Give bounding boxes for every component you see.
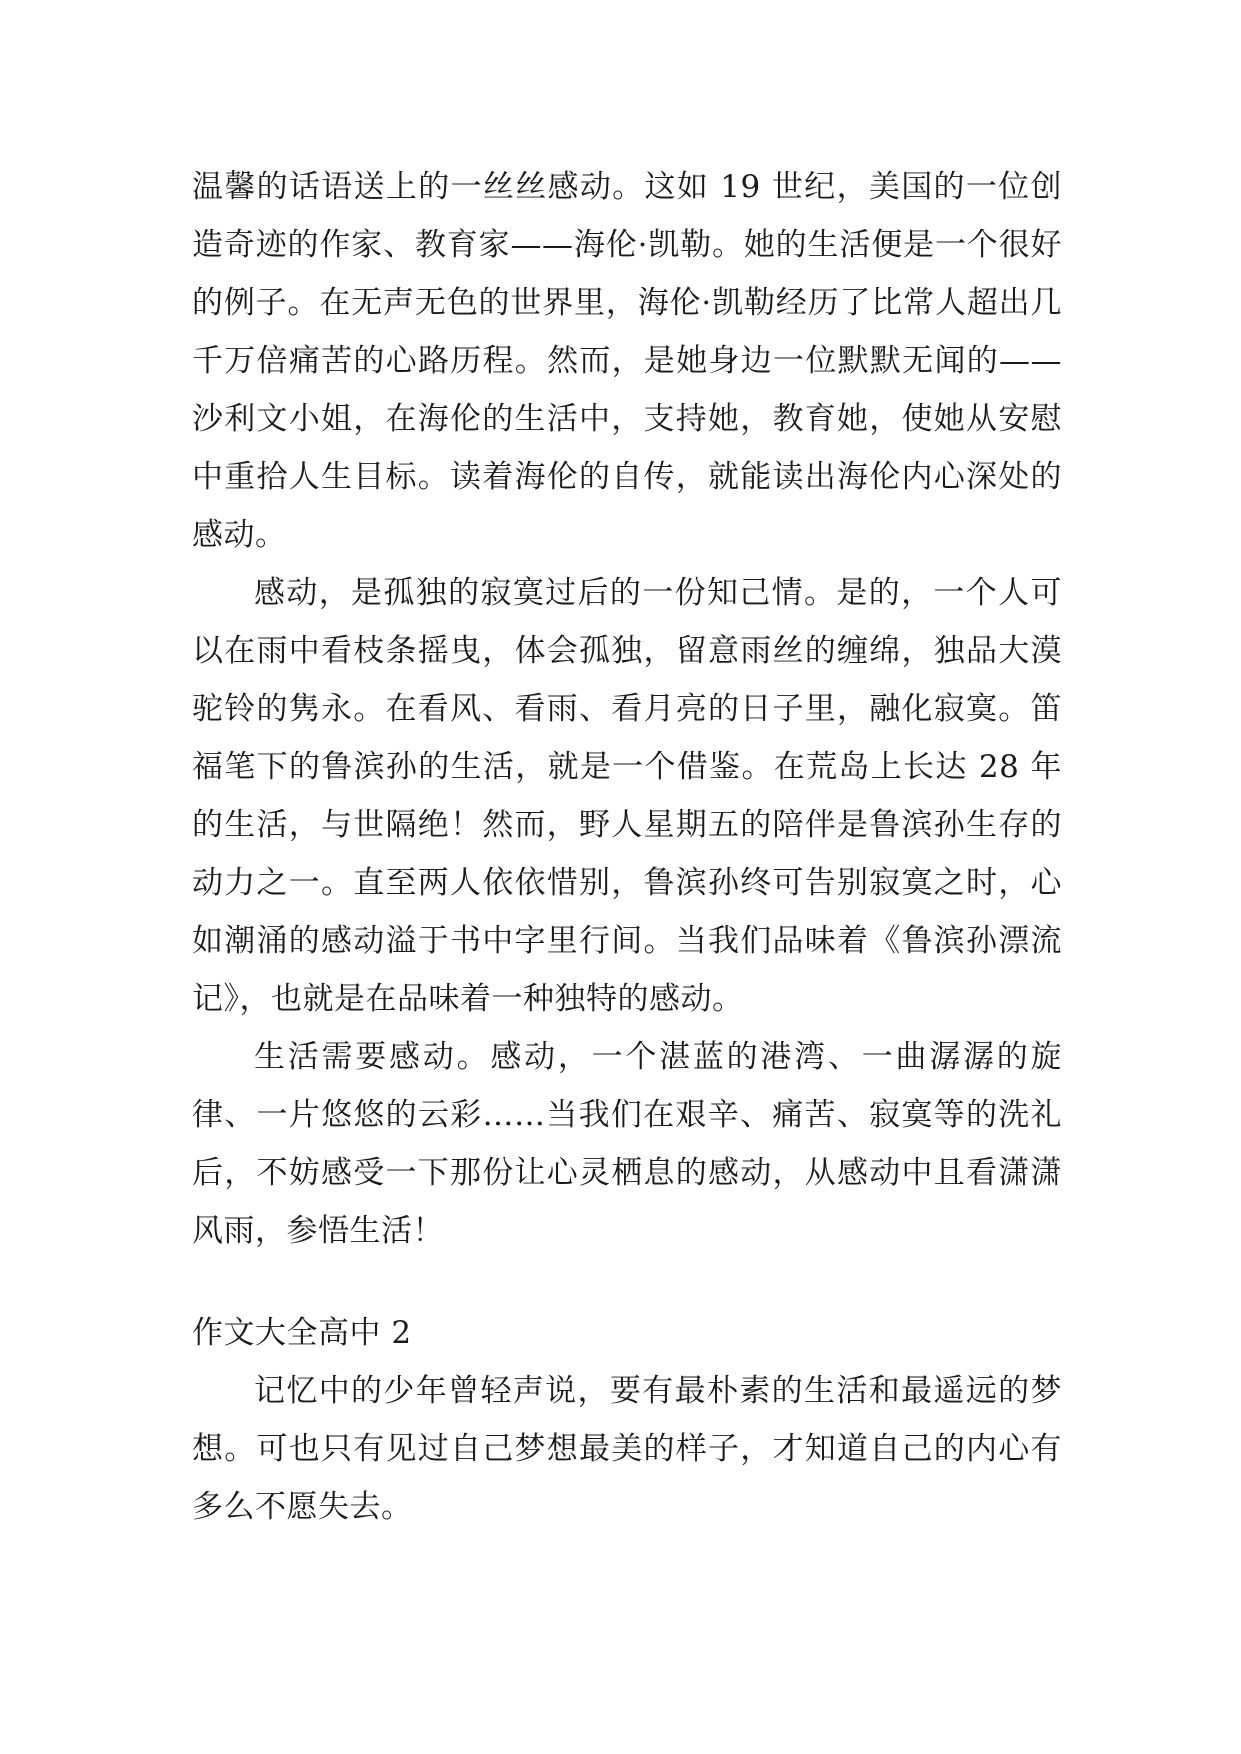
paragraph-helen-keller: 温馨的话语送上的一丝丝感动。这如 19 世纪，美国的一位创造奇迹的作家、教育家——海伦·凯勒。她的生活便是一个很好的例子。在无声无色的世界里，海伦·凯勒经历了比常人超出几千万倍痛苦的心路历程。然而，是她身边一位默默无闻的——沙利文小姐，在海伦的生活中，支持她，教育她，使她从安慰中重拾人生目标。读着海伦的自传，就能读出海伦内心深处的感动。 xyxy=(192,169,1062,553)
paragraph-life-needs-emotion: 生活需要感动。感动，一个湛蓝的港湾、一曲潺潺的旋律、一片悠悠的云彩……当我们在艰辛、痛苦、寂寞等的洗礼后，不妨感受一下那份让心灵栖息的感动，从感动中且看潇潇风雨，参悟生活！ xyxy=(192,1039,1062,1249)
paragraph-robinson-crusoe: 感动，是孤独的寂寞过后的一份知己情。是的，一个人可以在雨中看枝条摇曳，体会孤独，留意雨丝的缠绵，独品大漠驼铃的隽永。在看风、看雨、看月亮的日子里，融化寂寞。笛福笔下的鲁滨孙的生活，就是一个借鉴。在荒岛上长达 28 年的生活，与世隔绝！然而，野人星期五的陪伴是鲁滨孙生存的动力之一。直至两人依依惜别，鲁滨孙终可告别寂寞之时，心如潮涌的感动溢于书中字里行间。当我们品味着《鲁滨孙漂流记》，也就是在品味着一种独特的感动。 xyxy=(192,575,1062,1017)
section-title: 作文大全高中 2 xyxy=(192,1315,412,1351)
paragraph-youth-dream: 记忆中的少年曾轻声说，要有最朴素的生活和最遥远的梦想。可也只有见过自己梦想最美的样子，才知道自己的内心有多么不愿失去。 xyxy=(192,1373,1062,1525)
document-body xyxy=(192,158,1062,1536)
